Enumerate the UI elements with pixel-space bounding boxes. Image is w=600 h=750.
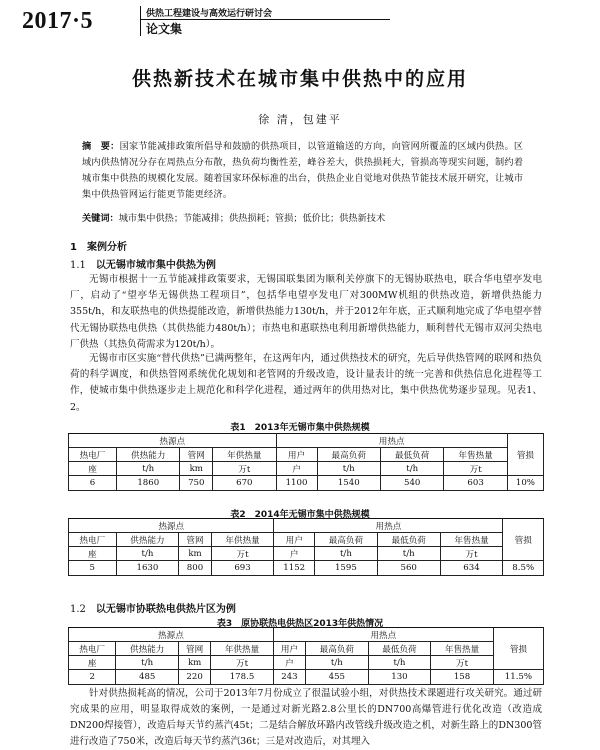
- table-3-header: 年供热量: [211, 642, 274, 656]
- table-2-header: 管网: [179, 533, 211, 547]
- table-2: [68, 518, 544, 576]
- table-3-header: 最高负荷: [306, 642, 369, 656]
- table-1-cell: 603: [444, 476, 507, 491]
- table-2-unit: 户: [274, 547, 315, 561]
- table-3-group-user: 用热点: [273, 628, 493, 642]
- table-2-cell: 8.5%: [503, 561, 544, 576]
- table-3-cell: 485: [116, 670, 179, 685]
- abstract-label: 摘 要：: [82, 141, 120, 152]
- table-3-cell: 2: [69, 670, 116, 685]
- table-3-header: 供热能力: [116, 642, 179, 656]
- table-1-header: 最高负荷: [317, 448, 380, 462]
- keywords-label: 关键词：: [82, 213, 119, 224]
- table-3-unit: t/h: [306, 656, 369, 670]
- table-1-unit: km: [180, 462, 213, 476]
- paragraph-2: 无锡市市区实施“替代供热”已满两整年，在这两年内，通过供热技术的研究，先后导供热管网的联网和热负荷的科学调度，和供热管网系统优化规划和老管网的升级改造，设计量表计的统一完善和供热信息化进程等工作，使城市集中供热逐步走上规范化和科学化进程，通过两年的供用热对比，集中供热优势逐步显现。见表1、2。: [70, 353, 542, 413]
- table-3-header: 最低负荷: [368, 642, 431, 656]
- table-3-unit: 座: [69, 656, 116, 670]
- table-row: [69, 670, 544, 685]
- table-1-group-user: 用热点: [276, 434, 507, 448]
- table-2-cell: 1152: [274, 561, 315, 576]
- header-divider-vertical: [140, 6, 141, 36]
- table-2-cell: 1595: [315, 561, 378, 576]
- paragraph-3: 针对供热损耗高的情况，公司于2013年7月份成立了很温试验小组，对供热技术课题进行攻关研究。通过研究成果的应用，明显取得成效的案例，一是通过对新光路2.8公里长的DN700高爆管进行优化改造（改造成DN200焊接管），改造后每天节约蒸汽45t；二是结合解放环路内改管线升级改造之机，对新生路上的DN300管进行改造了750米，改造后每天节约蒸汽36t；三是对改造后，对其埋入: [70, 688, 542, 747]
- table-2-cell: 1630: [116, 561, 179, 576]
- table-1-header: 最低负荷: [380, 448, 443, 462]
- table-2-cell: 560: [377, 561, 440, 576]
- table-1-header: 年供热量: [213, 448, 276, 462]
- header-year: 2017·5: [22, 8, 94, 34]
- section-1-title: 案例分析: [86, 242, 127, 253]
- table-1-loss-header: 管损: [507, 434, 543, 476]
- table-2-unit: t/h: [116, 547, 179, 561]
- table-3-unit: 户: [273, 656, 305, 670]
- table-2-unit: t/h: [315, 547, 378, 561]
- table-row: [69, 476, 544, 491]
- table-2-unit: t/h: [377, 547, 440, 561]
- table-2-header: 最高负荷: [315, 533, 378, 547]
- table-3-loss-header: 管损: [493, 628, 543, 670]
- table-3-cell: 220: [179, 670, 211, 685]
- table-1-cell: 750: [180, 476, 213, 491]
- article-title: 供热新技术在城市集中供热中的应用: [131, 68, 468, 90]
- table-2-unit: km: [179, 547, 211, 561]
- table-1-unit: t/h: [117, 462, 180, 476]
- table-1-header: 年售热量: [444, 448, 507, 462]
- table-2-header: 供热能力: [116, 533, 179, 547]
- table-1-cell: 6: [69, 476, 117, 491]
- table-3-cell: 11.5%: [493, 670, 543, 685]
- table-3: [68, 627, 544, 685]
- table-2-unit: 座: [69, 547, 117, 561]
- table-1-cell: 670: [213, 476, 276, 491]
- table-1-unit: t/h: [380, 462, 443, 476]
- table-2-unit: 万t: [211, 547, 274, 561]
- table-3-cell: 158: [431, 670, 494, 685]
- table-1-unit: 座: [69, 462, 117, 476]
- table-3-header: 用户: [273, 642, 305, 656]
- section-1-heading: [70, 238, 127, 253]
- section-1-1-heading: [70, 256, 216, 271]
- table-1-unit: 万t: [444, 462, 507, 476]
- table-1-cell: 10%: [507, 476, 543, 491]
- table-1-cell: 1540: [317, 476, 380, 491]
- table-2-header: 最低负荷: [377, 533, 440, 547]
- table-2-header: 年售热量: [440, 533, 503, 547]
- table-2-header: 用户: [274, 533, 315, 547]
- table-2-group-source: 热源点: [69, 519, 274, 533]
- table-3-header: 管网: [179, 642, 211, 656]
- table-1-header: 管网: [180, 448, 213, 462]
- abstract: [82, 139, 527, 203]
- table-2-cell: 5: [69, 561, 117, 576]
- article-authors: 徐 清，包建平: [258, 113, 342, 126]
- table-3-unit: 万t: [431, 656, 494, 670]
- table-1-unit: 户: [276, 462, 317, 476]
- table-2-caption: 表2 2014年无锡市集中供热规模: [230, 510, 370, 520]
- table-3-cell: 130: [368, 670, 431, 685]
- table-1: [68, 433, 544, 491]
- section-1-2-title: 以无锡市协联热电供热片区为例: [95, 604, 236, 615]
- table-2-cell: 634: [440, 561, 503, 576]
- table-3-cell: 455: [306, 670, 369, 685]
- table-3-caption: 表3 原协联热电供热区2013年供热情况: [216, 619, 384, 629]
- table-2-header: 年供热量: [211, 533, 274, 547]
- table-1-header: 热电厂: [69, 448, 117, 462]
- paragraph-1: 无锡市根据十一五节能减排政策要求，无锡国联集团为顺利关停旗下的无锡协联热电，联合华电望亭发电厂，启动了“望亭华无锡供热工程项目”，包括华电望亭发电厂对300MW机组的供热改造，新增供热能力355t/h，和友联热电的供热提能改造，新增供热能力130t/h，并于2012年年底，正式顺利地完成了华电望亭替代无锡协联热电供热（其供热能力480t/h）；市热电和惠联热电利用新增供热能力，顺利替代无锡市双河尖热电厂供热（其热负荷需求为120t/h）。: [70, 274, 542, 350]
- section-1-1-number: 1.1: [70, 260, 86, 271]
- table-1-cell: 1100: [276, 476, 317, 491]
- abstract-text: 国家节能减排政策所倡导和鼓励的供热项目，以管道输送的方向，向管网所覆盖的区域内供热。区域内供热情况分存在周热点分布散，热负荷均衡性差，峰谷差大，供热损耗大，管损高等现实问题，制约着城市集中供热的规模化发展。随着国家环保标准的出台，供热企业自觉地对供热节能技术展开研究，让城市集中供热管网运行能更节能更经济。: [82, 141, 524, 200]
- section-1-1-title: 以无锡市城市集中供热为例: [95, 260, 216, 271]
- table-3-header: 年售热量: [431, 642, 494, 656]
- section-1-2-number: 1.2: [70, 604, 86, 615]
- table-1-caption: 表1 2013年无锡市集中供热规模: [230, 423, 370, 433]
- table-3-unit: t/h: [368, 656, 431, 670]
- page-header: [22, 4, 582, 38]
- table-2-loss-header: 管损: [503, 519, 544, 561]
- table-1-unit: t/h: [317, 462, 380, 476]
- table-row: [69, 561, 544, 576]
- table-3-header: 热电厂: [69, 642, 116, 656]
- table-1-cell: 1860: [117, 476, 180, 491]
- table-1-cell: 540: [380, 476, 443, 491]
- table-3-unit: 万t: [211, 656, 274, 670]
- table-2-cell: 800: [179, 561, 211, 576]
- table-2-cell: 693: [211, 561, 274, 576]
- table-1-unit: 万t: [213, 462, 276, 476]
- table-1-header: 供热能力: [117, 448, 180, 462]
- table-3-cell: 178.5: [211, 670, 274, 685]
- section-1-2-heading: [70, 600, 236, 615]
- keywords-text: 城市集中供热；节能减排；供热损耗；管损；低价比；供热新技术: [118, 213, 386, 224]
- header-conference: 供热工程建设与高效运行研讨会: [146, 9, 273, 19]
- header-section: 论文集: [146, 22, 183, 36]
- table-2-header: 热电厂: [69, 533, 117, 547]
- table-3-unit: t/h: [116, 656, 179, 670]
- table-3-group-source: 热源点: [69, 628, 274, 642]
- section-1-number: 1: [70, 242, 77, 253]
- table-2-group-user: 用热点: [274, 519, 503, 533]
- table-3-cell: 243: [273, 670, 305, 685]
- keywords: [82, 212, 527, 226]
- table-1-header: 用户: [276, 448, 317, 462]
- table-1-group-source: 热源点: [69, 434, 277, 448]
- table-3-unit: km: [179, 656, 211, 670]
- table-2-unit: 万t: [440, 547, 503, 561]
